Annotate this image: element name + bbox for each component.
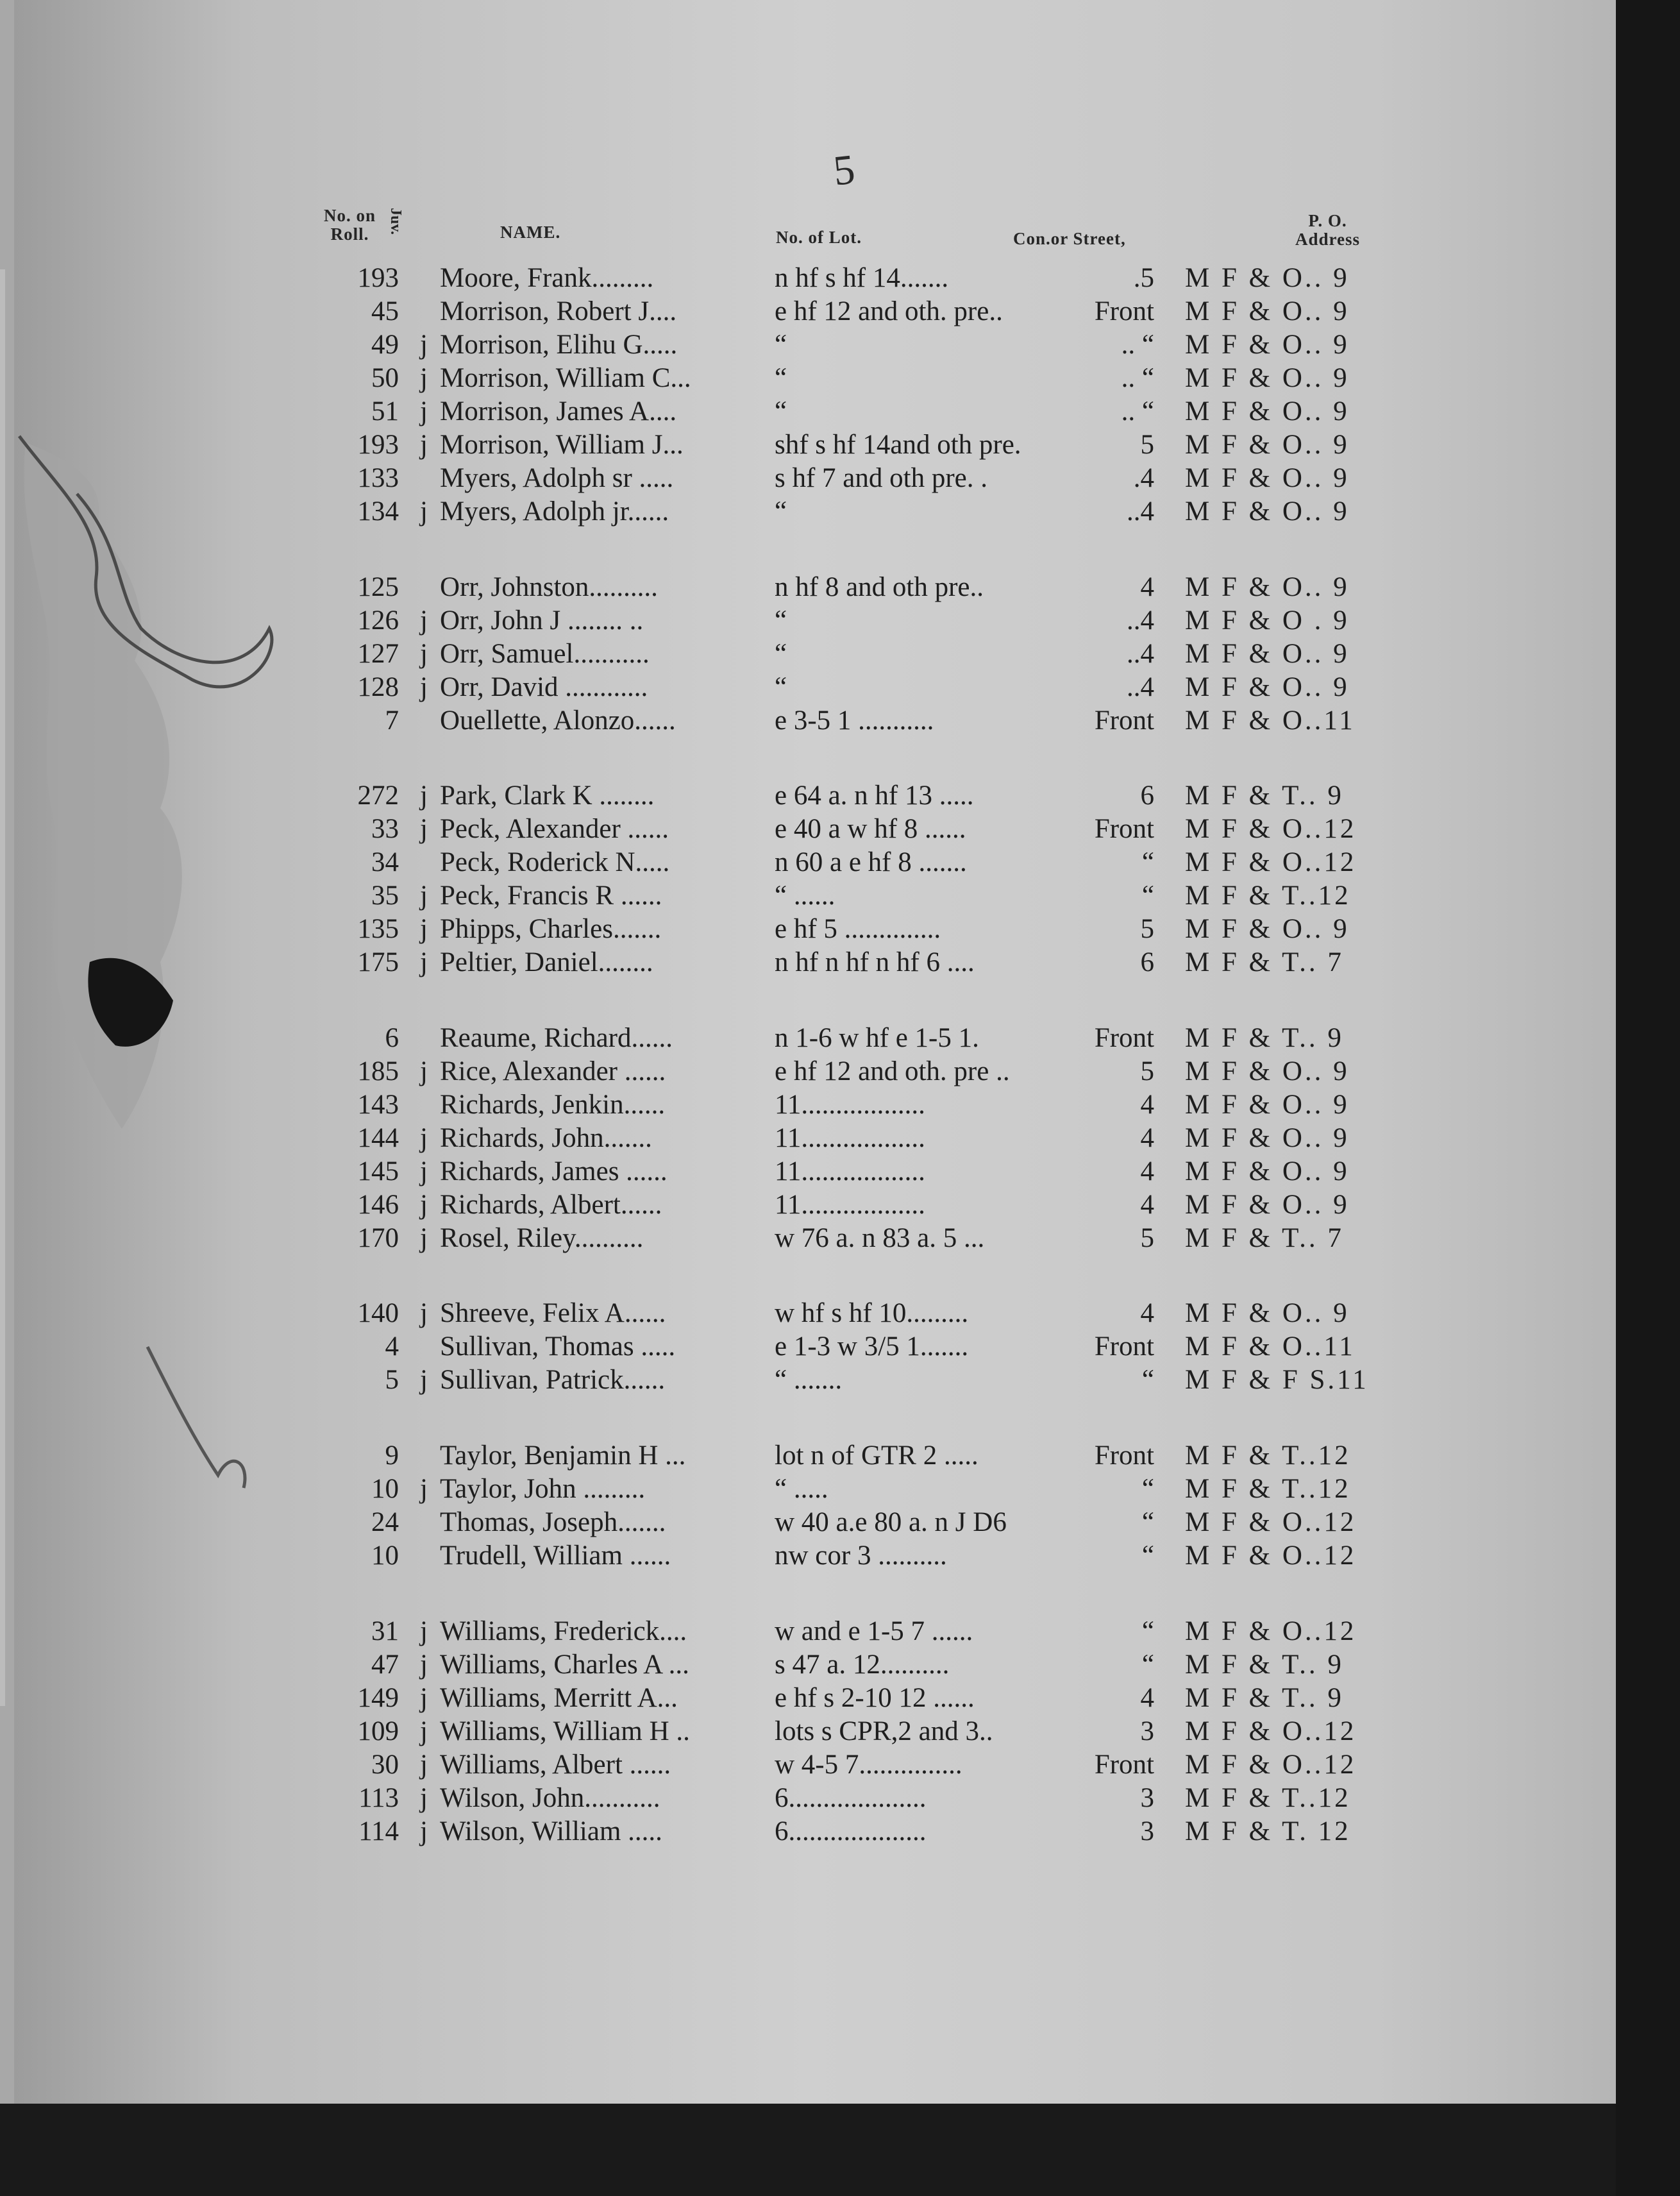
post-office-address: M F & O.. 9 xyxy=(1185,1056,1350,1086)
juvenile-mark: j xyxy=(420,1474,428,1504)
lot-number: “ ....... xyxy=(775,1365,843,1395)
roll-number: 47 xyxy=(371,1650,399,1680)
concession-or-street: Front xyxy=(1094,1023,1154,1053)
owner-name: Morrison, William J... xyxy=(440,430,684,460)
juvenile-mark: j xyxy=(420,1156,428,1187)
owner-name: Williams, Frederick.... xyxy=(440,1616,687,1646)
roll-number: 144 xyxy=(357,1123,399,1153)
lot-number: 11.................. xyxy=(775,1123,925,1153)
post-office-address: M F & O.. 9 xyxy=(1185,1298,1350,1328)
roll-number: 149 xyxy=(357,1683,399,1713)
juvenile-mark: j xyxy=(420,605,428,636)
column-header-name: NAME. xyxy=(500,223,561,242)
lot-number: “ xyxy=(775,363,787,393)
post-office-address: M F & O..12 xyxy=(1185,1507,1357,1537)
header-po-line1: P. O. xyxy=(1308,211,1347,230)
lot-number: n hf s hf 14....... xyxy=(775,263,949,293)
post-office-address: M F & O.. 9 xyxy=(1185,672,1350,702)
concession-or-street: 5 xyxy=(1140,1056,1154,1086)
page-number: 5 xyxy=(831,146,857,195)
lot-number: “ xyxy=(775,396,787,427)
lot-number: “ xyxy=(775,496,787,527)
lot-number: w 76 a. n 83 a. 5 ... xyxy=(775,1223,985,1253)
lot-number: 6.................... xyxy=(775,1816,927,1846)
post-office-address: M F & O..12 xyxy=(1185,1750,1357,1780)
post-office-address: M F & T..12 xyxy=(1185,1783,1351,1813)
concession-or-street: “ xyxy=(1141,881,1154,911)
table-row xyxy=(0,1188,1411,1222)
concession-or-street: 4 xyxy=(1140,1123,1154,1153)
owner-name: Williams, Merritt A... xyxy=(440,1683,678,1713)
concession-or-street: “ xyxy=(1141,1616,1154,1646)
table-row xyxy=(0,362,1411,395)
column-header-po-address xyxy=(1295,212,1360,249)
post-office-address: M F & T.. 9 xyxy=(1185,1650,1344,1680)
post-office-address: M F & T..12 xyxy=(1185,1440,1351,1471)
owner-name: Park, Clark K ........ xyxy=(440,781,655,811)
roll-number: 193 xyxy=(357,263,399,293)
post-office-address: M F & T. 12 xyxy=(1185,1816,1351,1846)
roll-number: 126 xyxy=(357,605,399,636)
concession-or-street: .4 xyxy=(1133,463,1154,493)
concession-or-street: 5 xyxy=(1140,914,1154,944)
roll-number: 134 xyxy=(357,496,399,527)
owner-name: Rice, Alexander ...... xyxy=(440,1056,666,1086)
scanner-border-right xyxy=(1616,0,1680,2196)
post-office-address: M F & O.. 9 xyxy=(1185,572,1350,602)
juvenile-mark: j xyxy=(420,1056,428,1086)
table-row xyxy=(0,813,1411,846)
table-row xyxy=(0,1748,1411,1782)
lot-number: e 40 a w hf 8 ...... xyxy=(775,814,966,844)
table-row xyxy=(0,1648,1411,1682)
concession-or-street: 4 xyxy=(1140,1298,1154,1328)
lot-number: “ xyxy=(775,672,787,702)
juvenile-mark: j xyxy=(420,1365,428,1395)
roll-number: 125 xyxy=(357,572,399,602)
lot-number: e hf s 2-10 12 ...... xyxy=(775,1683,975,1713)
lot-number: lot n of GTR 2 ..... xyxy=(775,1440,979,1471)
juvenile-mark: j xyxy=(420,1816,428,1846)
concession-or-street: .. “ xyxy=(1121,363,1154,393)
lot-number: e hf 12 and oth. pre .. xyxy=(775,1056,1010,1086)
concession-or-street: 3 xyxy=(1140,1816,1154,1846)
table-row xyxy=(0,1088,1411,1122)
lot-number: “ xyxy=(775,639,787,669)
roll-number: 193 xyxy=(357,430,399,460)
owner-name: Orr, Samuel........... xyxy=(440,639,650,669)
juvenile-mark: j xyxy=(420,814,428,844)
post-office-address: M F & O.. 9 xyxy=(1185,496,1350,527)
post-office-address: M F & O..11 xyxy=(1185,1331,1356,1362)
roll-number: 109 xyxy=(357,1716,399,1746)
owner-name: Williams, Charles A ... xyxy=(440,1650,689,1680)
column-header-juv: Juv. xyxy=(387,208,404,235)
concession-or-street: 4 xyxy=(1140,1156,1154,1187)
post-office-address: M F & T..12 xyxy=(1185,1474,1351,1504)
owner-name: Ouellette, Alonzo...... xyxy=(440,705,676,736)
juvenile-mark: j xyxy=(420,1783,428,1813)
owner-name: Richards, James ...... xyxy=(440,1156,668,1187)
post-office-address: M F & O.. 9 xyxy=(1185,430,1350,460)
lot-number: shf s hf 14and oth pre. xyxy=(775,430,1021,460)
concession-or-street: “ xyxy=(1141,1650,1154,1680)
concession-or-street: .. “ xyxy=(1121,330,1154,360)
juvenile-mark: j xyxy=(420,1123,428,1153)
lot-number: w and e 1-5 7 ...... xyxy=(775,1616,973,1646)
owner-name: Orr, John J ........ .. xyxy=(440,605,644,636)
post-office-address: M F & O.. 9 xyxy=(1185,1090,1350,1120)
owner-name: Shreeve, Felix A...... xyxy=(440,1298,666,1328)
concession-or-street: 6 xyxy=(1140,781,1154,811)
post-office-address: M F & O.. 9 xyxy=(1185,296,1350,326)
table-row xyxy=(0,1682,1411,1715)
roll-number: 5 xyxy=(385,1365,399,1395)
header-no-on-roll-line1: No. on xyxy=(324,206,376,225)
lot-number: n hf n hf n hf 6 .... xyxy=(775,947,975,977)
lot-number: e 64 a. n hf 13 ..... xyxy=(775,781,974,811)
post-office-address: M F & O.. 9 xyxy=(1185,639,1350,669)
juvenile-mark: j xyxy=(420,1716,428,1746)
post-office-address: M F & O.. 9 xyxy=(1185,1123,1350,1153)
table-row xyxy=(0,638,1411,671)
table-row xyxy=(0,1222,1411,1255)
juvenile-mark: j xyxy=(420,672,428,702)
post-office-address: M F & O.. 9 xyxy=(1185,263,1350,293)
owner-name: Williams, William H .. xyxy=(440,1716,690,1746)
juvenile-mark: j xyxy=(420,496,428,527)
concession-or-street: ..4 xyxy=(1127,639,1154,669)
table-row xyxy=(0,1022,1411,1055)
table-row xyxy=(0,428,1411,462)
roll-number: 170 xyxy=(357,1223,399,1253)
owner-name: Myers, Adolph jr...... xyxy=(440,496,669,527)
owner-name: Morrison, Robert J.... xyxy=(440,296,677,326)
lot-number: e hf 12 and oth. pre.. xyxy=(775,296,1003,326)
lot-number: lots s CPR,2 and 3.. xyxy=(775,1716,993,1746)
concession-or-street: 5 xyxy=(1140,1223,1154,1253)
lot-number: nw cor 3 .......... xyxy=(775,1541,947,1571)
concession-or-street: Front xyxy=(1094,1750,1154,1780)
lot-number: n hf 8 and oth pre.. xyxy=(775,572,984,602)
table-row xyxy=(0,846,1411,879)
table-row xyxy=(0,604,1411,638)
table-row xyxy=(0,1815,1411,1848)
owner-name: Reaume, Richard...... xyxy=(440,1023,673,1053)
table-row xyxy=(0,395,1411,428)
concession-or-street: 4 xyxy=(1140,1683,1154,1713)
owner-name: Williams, Albert ...... xyxy=(440,1750,671,1780)
roll-number: 175 xyxy=(357,947,399,977)
concession-or-street: Front xyxy=(1094,814,1154,844)
owner-name: Peck, Alexander ...... xyxy=(440,814,669,844)
table-row xyxy=(0,295,1411,328)
owner-name: Orr, David ............ xyxy=(440,672,648,702)
post-office-address: M F & T..12 xyxy=(1185,881,1351,911)
owner-name: Peltier, Daniel........ xyxy=(440,947,653,977)
table-row xyxy=(0,1330,1411,1364)
table-row xyxy=(0,946,1411,979)
post-office-address: M F & O.. 9 xyxy=(1185,914,1350,944)
roll-number: 33 xyxy=(371,814,399,844)
juvenile-mark: j xyxy=(420,1616,428,1646)
owner-name: Morrison, James A.... xyxy=(440,396,677,427)
concession-or-street: “ xyxy=(1141,847,1154,877)
concession-or-street: Front xyxy=(1094,1440,1154,1471)
owner-name: Richards, John....... xyxy=(440,1123,652,1153)
juvenile-mark: j xyxy=(420,330,428,360)
lot-number: 11.................. xyxy=(775,1190,925,1220)
juvenile-mark: j xyxy=(420,1650,428,1680)
table-row xyxy=(0,1782,1411,1815)
owner-name: Morrison, Elihu G..... xyxy=(440,330,678,360)
post-office-address: M F & O..12 xyxy=(1185,1616,1357,1646)
roll-number: 7 xyxy=(385,705,399,736)
concession-or-street: Front xyxy=(1094,296,1154,326)
table-row xyxy=(0,1473,1411,1506)
post-office-address: M F & O.. 9 xyxy=(1185,463,1350,493)
roll-number: 45 xyxy=(371,296,399,326)
owner-name: Thomas, Joseph....... xyxy=(440,1507,666,1537)
table-row xyxy=(0,671,1411,704)
owner-name: Wilson, John........... xyxy=(440,1783,660,1813)
roll-number: 127 xyxy=(357,639,399,669)
lot-number: e 3-5 1 ........... xyxy=(775,705,934,736)
roll-number: 143 xyxy=(357,1090,399,1120)
concession-or-street: 4 xyxy=(1140,1190,1154,1220)
roll-number: 146 xyxy=(357,1190,399,1220)
table-row xyxy=(0,1506,1411,1539)
roll-number: 10 xyxy=(371,1474,399,1504)
roll-number: 31 xyxy=(371,1616,399,1646)
post-office-address: M F & O.. 9 xyxy=(1185,1156,1350,1187)
concession-or-street: 6 xyxy=(1140,947,1154,977)
roll-number: 113 xyxy=(358,1783,399,1813)
owner-name: Sullivan, Patrick...... xyxy=(440,1365,666,1395)
concession-or-street: “ xyxy=(1141,1507,1154,1537)
juvenile-mark: j xyxy=(420,914,428,944)
post-office-address: M F & O..12 xyxy=(1185,1716,1357,1746)
juvenile-mark: j xyxy=(420,1750,428,1780)
lot-number: w 40 a.e 80 a. n J D6 xyxy=(775,1507,1007,1537)
table-row xyxy=(0,1297,1411,1330)
lot-number: e 1-3 w 3/5 1....... xyxy=(775,1331,969,1362)
concession-or-street: ..4 xyxy=(1127,496,1154,527)
roll-number: 50 xyxy=(371,363,399,393)
roll-number: 135 xyxy=(357,914,399,944)
table-row xyxy=(0,1364,1411,1397)
owner-name: Taylor, John ......... xyxy=(440,1474,646,1504)
lot-number: n 60 a e hf 8 ....... xyxy=(775,847,967,877)
concession-or-street: “ xyxy=(1141,1541,1154,1571)
column-header-no-on-roll xyxy=(324,207,376,244)
concession-or-street: 3 xyxy=(1140,1783,1154,1813)
lot-number: w 4-5 7............... xyxy=(775,1750,962,1780)
concession-or-street: “ xyxy=(1141,1365,1154,1395)
lot-number: “ ...... xyxy=(775,881,836,911)
concession-or-street: Front xyxy=(1094,705,1154,736)
juvenile-mark: j xyxy=(420,639,428,669)
roll-number: 145 xyxy=(357,1156,399,1187)
lot-number: n 1-6 w hf e 1-5 1. xyxy=(775,1023,979,1053)
concession-or-street: 4 xyxy=(1140,1090,1154,1120)
roll-number: 10 xyxy=(371,1541,399,1571)
roll-number: 34 xyxy=(371,847,399,877)
concession-or-street: Front xyxy=(1094,1331,1154,1362)
post-office-address: M F & T.. 7 xyxy=(1185,1223,1344,1253)
owner-name: Richards, Albert...... xyxy=(440,1190,662,1220)
concession-or-street: “ xyxy=(1141,1474,1154,1504)
owner-name: Rosel, Riley.......... xyxy=(440,1223,644,1253)
post-office-address: M F & O.. 9 xyxy=(1185,330,1350,360)
lot-number: “ xyxy=(775,330,787,360)
column-header-no-of-lot: No. of Lot. xyxy=(776,228,862,247)
post-office-address: M F & T.. 9 xyxy=(1185,1683,1344,1713)
lot-number: “ ..... xyxy=(775,1474,828,1504)
table-row xyxy=(0,262,1411,295)
table-row xyxy=(0,704,1411,738)
concession-or-street: 5 xyxy=(1140,430,1154,460)
table-row xyxy=(0,462,1411,495)
roll-number: 30 xyxy=(371,1750,399,1780)
post-office-address: M F & O.. 9 xyxy=(1185,396,1350,427)
lot-number: e hf 5 .............. xyxy=(775,914,941,944)
post-office-address: M F & F S.11 xyxy=(1185,1365,1369,1395)
owner-name: Orr, Johnston.......... xyxy=(440,572,658,602)
owner-name: Taylor, Benjamin H ... xyxy=(440,1440,686,1471)
roll-number: 24 xyxy=(371,1507,399,1537)
table-row xyxy=(0,1539,1411,1573)
owner-name: Morrison, William C... xyxy=(440,363,691,393)
post-office-address: M F & O..12 xyxy=(1185,847,1357,877)
roll-number: 272 xyxy=(357,781,399,811)
scanner-border-bottom xyxy=(0,2104,1680,2196)
post-office-address: M F & O..12 xyxy=(1185,1541,1357,1571)
concession-or-street: .. “ xyxy=(1121,396,1154,427)
roll-number: 128 xyxy=(357,672,399,702)
post-office-address: M F & O.. 9 xyxy=(1185,363,1350,393)
table-row xyxy=(0,1715,1411,1748)
column-header-con-or-street: Con.or Street, xyxy=(1013,229,1126,248)
table-row xyxy=(0,571,1411,604)
owner-name: Trudell, William ...... xyxy=(440,1541,671,1571)
table-row xyxy=(0,1439,1411,1473)
juvenile-mark: j xyxy=(420,1683,428,1713)
juvenile-mark: j xyxy=(420,1298,428,1328)
concession-or-street: 3 xyxy=(1140,1716,1154,1746)
roll-number: 185 xyxy=(357,1056,399,1086)
table-row xyxy=(0,328,1411,362)
juvenile-mark: j xyxy=(420,430,428,460)
table-row xyxy=(0,879,1411,913)
juvenile-mark: j xyxy=(420,947,428,977)
post-office-address: M F & O..12 xyxy=(1185,814,1357,844)
juvenile-mark: j xyxy=(420,781,428,811)
juvenile-mark: j xyxy=(420,1223,428,1253)
table-row xyxy=(0,1615,1411,1648)
lot-number: “ xyxy=(775,605,787,636)
table-row xyxy=(0,495,1411,528)
roll-number: 114 xyxy=(358,1816,399,1846)
juvenile-mark: j xyxy=(420,881,428,911)
table-row xyxy=(0,1122,1411,1155)
lot-number: 11.................. xyxy=(775,1156,925,1187)
owner-name: Peck, Roderick N..... xyxy=(440,847,670,877)
roll-number: 4 xyxy=(385,1331,399,1362)
concession-or-street: .5 xyxy=(1133,263,1154,293)
juvenile-mark: j xyxy=(420,1190,428,1220)
roll-number: 133 xyxy=(357,463,399,493)
post-office-address: M F & O.. 9 xyxy=(1185,1190,1350,1220)
roll-number: 9 xyxy=(385,1440,399,1471)
table-row xyxy=(0,1055,1411,1088)
concession-or-street: ..4 xyxy=(1127,605,1154,636)
owner-name: Myers, Adolph sr ..... xyxy=(440,463,674,493)
juvenile-mark: j xyxy=(420,396,428,427)
owner-name: Peck, Francis R ...... xyxy=(440,881,662,911)
post-office-address: M F & T.. 9 xyxy=(1185,781,1344,811)
table-row xyxy=(0,779,1411,813)
owner-name: Wilson, William ..... xyxy=(440,1816,662,1846)
lot-number: s 47 a. 12.......... xyxy=(775,1650,950,1680)
roll-number: 51 xyxy=(371,396,399,427)
header-po-line2: Address xyxy=(1295,230,1361,249)
lot-number: 6.................... xyxy=(775,1783,927,1813)
concession-or-street: ..4 xyxy=(1127,672,1154,702)
roll-number: 35 xyxy=(371,881,399,911)
owner-name: Sullivan, Thomas ..... xyxy=(440,1331,676,1362)
post-office-address: M F & T.. 9 xyxy=(1185,1023,1344,1053)
owner-name: Moore, Frank......... xyxy=(440,263,654,293)
lot-number: 11.................. xyxy=(775,1090,925,1120)
lot-number: s hf 7 and oth pre. . xyxy=(775,463,987,493)
table-row xyxy=(0,1155,1411,1188)
table-row xyxy=(0,913,1411,946)
post-office-address: M F & O . 9 xyxy=(1185,605,1350,636)
lot-number: w hf s hf 10......... xyxy=(775,1298,969,1328)
post-office-address: M F & O..11 xyxy=(1185,705,1356,736)
header-no-on-roll-line2: Roll. xyxy=(330,224,369,244)
juvenile-mark: j xyxy=(420,363,428,393)
roll-number: 49 xyxy=(371,330,399,360)
roll-number: 6 xyxy=(385,1023,399,1053)
owner-name: Richards, Jenkin...... xyxy=(440,1090,666,1120)
owner-name: Phipps, Charles....... xyxy=(440,914,662,944)
roll-number: 140 xyxy=(357,1298,399,1328)
post-office-address: M F & T.. 7 xyxy=(1185,947,1344,977)
concession-or-street: 4 xyxy=(1140,572,1154,602)
